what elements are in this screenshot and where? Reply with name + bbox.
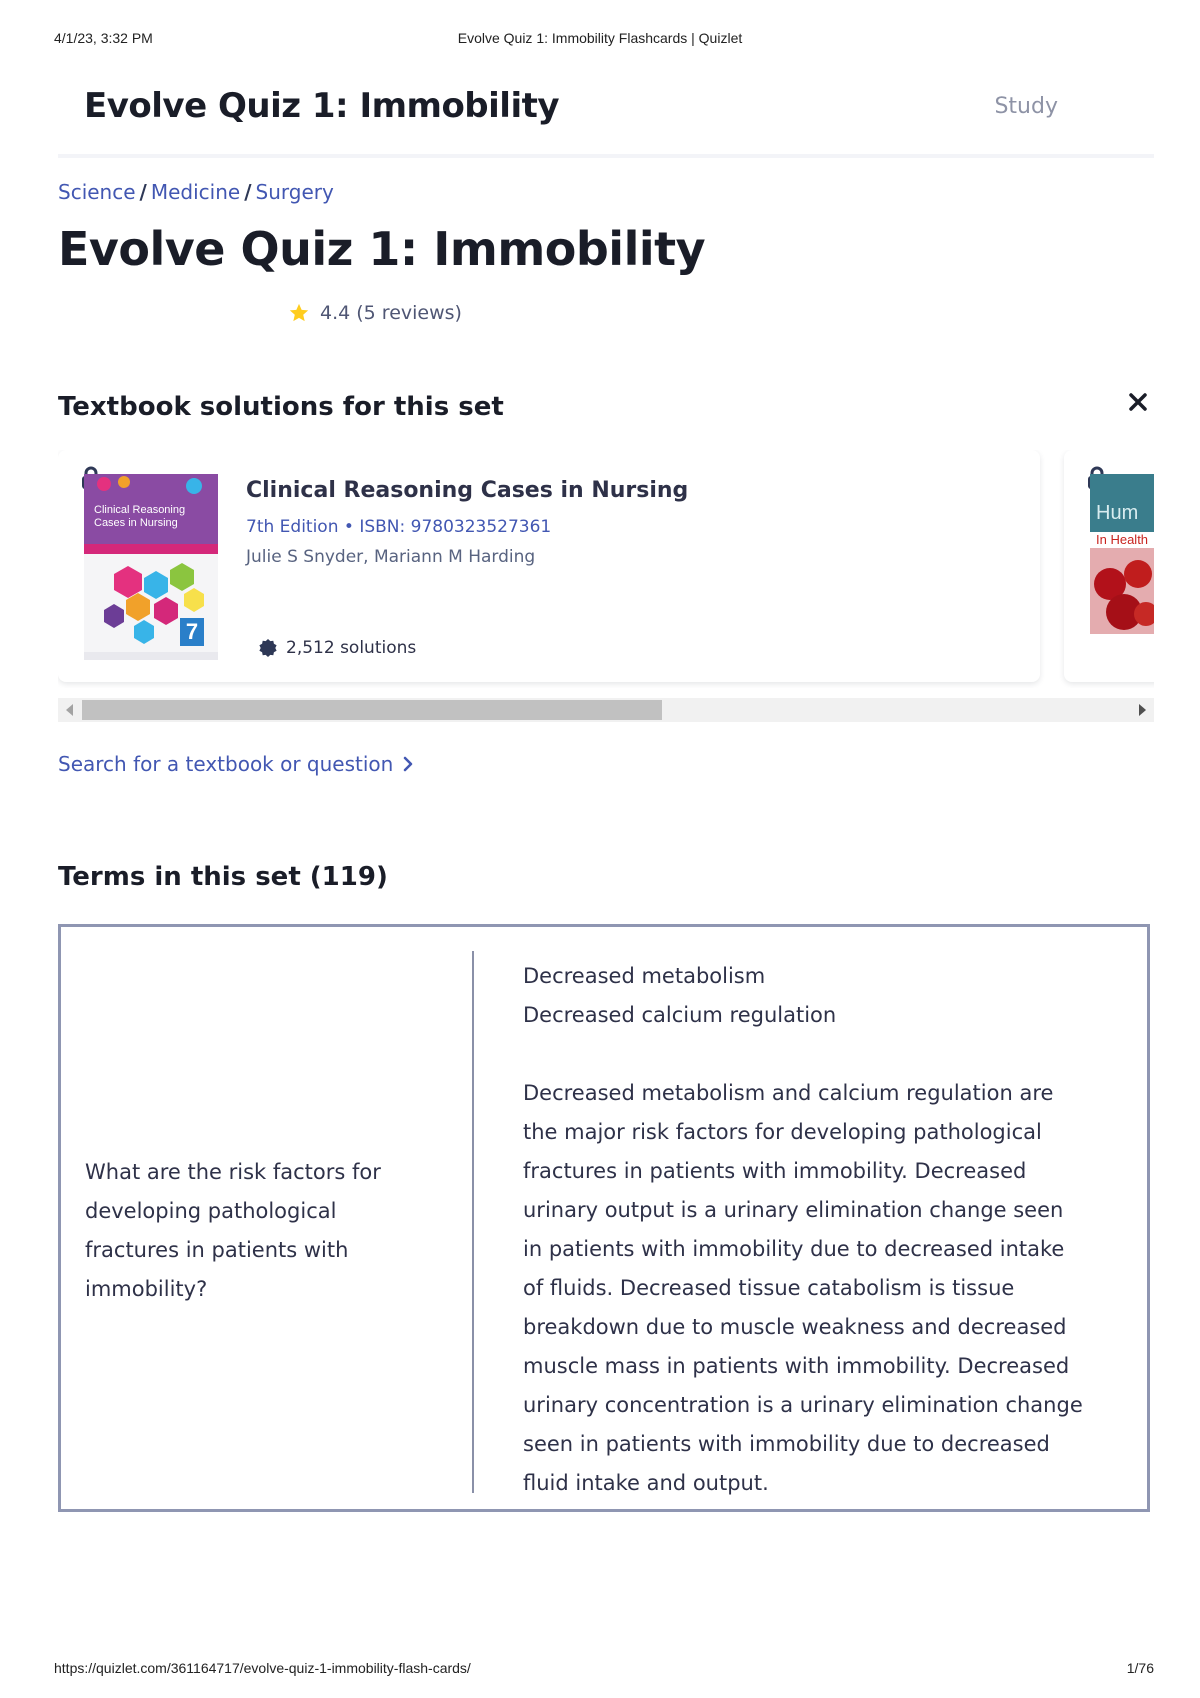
book-title[interactable]: Clinical Reasoning Cases in Nursing xyxy=(246,478,689,503)
terms-heading: Terms in this set (119) xyxy=(58,862,388,892)
rating-text: 4.4 (5 reviews) xyxy=(320,302,462,324)
study-button[interactable]: Study xyxy=(994,94,1058,119)
carousel-scrollbar[interactable] xyxy=(58,698,1154,722)
term-divider xyxy=(472,951,474,1493)
breadcrumb-surgery[interactable]: Surgery xyxy=(255,180,334,204)
verified-badge-icon xyxy=(258,638,278,658)
scroll-left-arrow-icon[interactable] xyxy=(66,704,73,716)
book-cover-partial-title: Hum xyxy=(1096,502,1139,524)
book-cover xyxy=(84,474,218,660)
definition-line: Decreased metabolism xyxy=(523,964,766,988)
print-datetime: 4/1/23, 3:32 PM xyxy=(54,30,153,46)
sticky-header xyxy=(58,80,1154,158)
term-definition xyxy=(523,957,1083,1503)
scroll-right-arrow-icon[interactable] xyxy=(1139,704,1146,716)
book-cover-partial-subtitle: In Health xyxy=(1096,532,1149,547)
chevron-right-icon xyxy=(401,756,415,772)
page-title: Evolve Quiz 1: Immobility xyxy=(58,222,706,276)
close-icon[interactable] xyxy=(1124,388,1152,416)
term-text: What are the risk factors for developing pathological fractures in patients with immobility? xyxy=(85,1160,381,1301)
book-authors: Julie S Snyder, Mariann M Harding xyxy=(246,547,536,567)
book-cover-title: Clinical Reasoning Cases in Nursing xyxy=(94,504,186,529)
rating[interactable] xyxy=(288,302,462,324)
print-url: https://quizlet.com/361164717/evolve-quiz-1-immobility-flash-cards/ xyxy=(54,1660,471,1676)
book-edition-isbn: 7th Edition • ISBN: 9780323527361 xyxy=(246,517,552,537)
term-card xyxy=(58,924,1150,1512)
search-textbook-link[interactable] xyxy=(58,752,415,776)
book-info xyxy=(246,478,688,567)
textbook-carousel xyxy=(58,450,1154,688)
breadcrumb: Science / Medicine / Surgery xyxy=(58,180,334,204)
solutions-count xyxy=(258,638,416,658)
breadcrumb-science[interactable]: Science xyxy=(58,180,136,204)
definition-explanation: Decreased metabolism and calcium regulation are the major risk factors for developing pathological fractures in patients with immobility. Decreased urinary output is a urinary elimination change seen in patients with immobility due to decreased intake of fluids. Decreased tissue catabolism is tissue breakdown due to muscle weakness and decreased muscle mass in patients with immobility. Decreased urinary concentration is a urinary elimination change seen in patients with immobility due to decreased fluid intake and output. xyxy=(523,1081,1083,1495)
book-cover-badge: 7 xyxy=(185,619,199,644)
search-link-text: Search for a textbook or question xyxy=(58,752,394,776)
textbook-card-partial[interactable] xyxy=(1064,450,1154,682)
breadcrumb-medicine[interactable]: Medicine xyxy=(150,180,241,204)
print-doc-title: Evolve Quiz 1: Immobility Flashcards | Quizlet xyxy=(457,30,743,46)
star-icon xyxy=(288,302,310,324)
definition-line: Decreased calcium regulation xyxy=(523,1003,837,1027)
scrollbar-thumb[interactable] xyxy=(82,700,662,720)
textbook-card[interactable] xyxy=(58,450,1040,682)
print-page-number: 1/76 xyxy=(1126,1660,1154,1676)
book-cover-partial xyxy=(1090,474,1154,660)
solutions-text: 2,512 solutions xyxy=(286,638,417,658)
textbook-solutions-heading: Textbook solutions for this set xyxy=(58,392,504,422)
header-set-title: Evolve Quiz 1: Immobility xyxy=(84,86,560,126)
